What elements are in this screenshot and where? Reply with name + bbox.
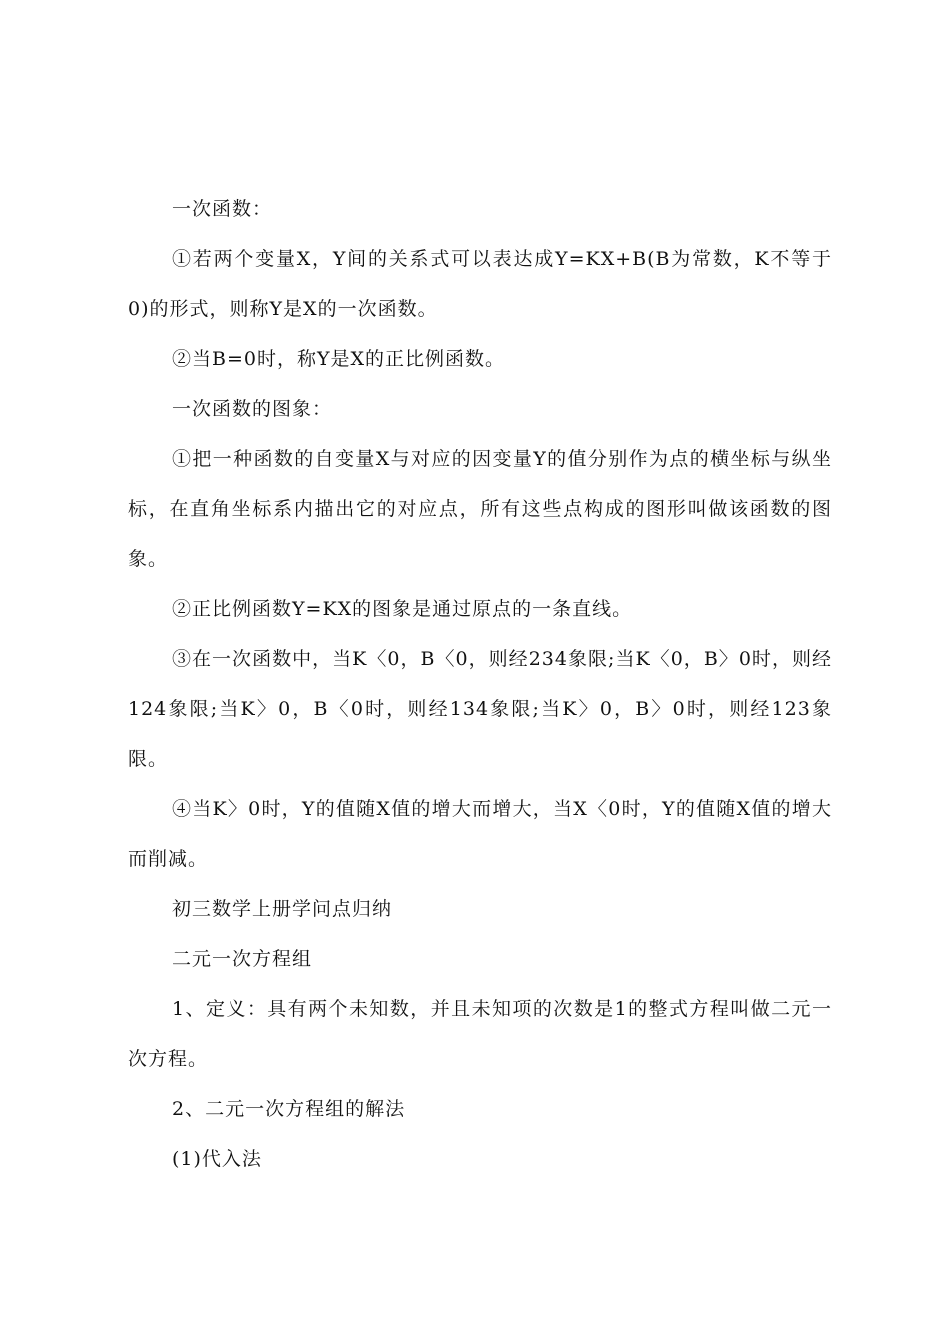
paragraph-monotonicity: ④当K〉0时，Y的值随X值的增大而增大，当X〈0时，Y的值随X值的增大而削减。: [128, 798, 832, 870]
paragraph-substitution: (1)代入法: [172, 1148, 262, 1170]
paragraph-solution-methods: 2、二元一次方程组的解法: [172, 1098, 406, 1120]
document-body: [128, 184, 832, 1184]
heading-linear-function: 一次函数：: [172, 198, 273, 220]
paragraph-proportional: ②当B=0时，称Y是X的正比例函数。: [172, 348, 506, 370]
paragraph-system-definition: 1、定义：具有两个未知数，并且未知项的次数是1的整式方程叫做二元一次方程。: [128, 998, 832, 1070]
paragraph-proportional-graph: ②正比例函数Y=KX的图象是通过原点的一条直线。: [172, 598, 633, 620]
paragraph-quadrants: ③在一次函数中，当K〈0，B〈0，则经234象限;当K〈0，B〉0时，则经124象限;当K〉0，B〈0时，则经134象限;当K〉0，B〉0时，则经123象限。: [128, 648, 832, 770]
paragraph-graph-definition: ①把一种函数的自变量X与对应的因变量Y的值分别作为点的横坐标与纵坐标，在直角坐标系内描出它的对应点，所有这些点构成的图形叫做该函数的图象。: [128, 448, 832, 570]
heading-summary: 初三数学上册学问点归纳: [172, 898, 393, 920]
heading-function-graph: 一次函数的图象：: [172, 398, 333, 420]
heading-linear-system: 二元一次方程组: [172, 948, 313, 970]
paragraph-definition: ①若两个变量X，Y间的关系式可以表达成Y=KX+B(B为常数，K不等于0)的形式，则称Y是X的一次函数。: [128, 248, 832, 320]
